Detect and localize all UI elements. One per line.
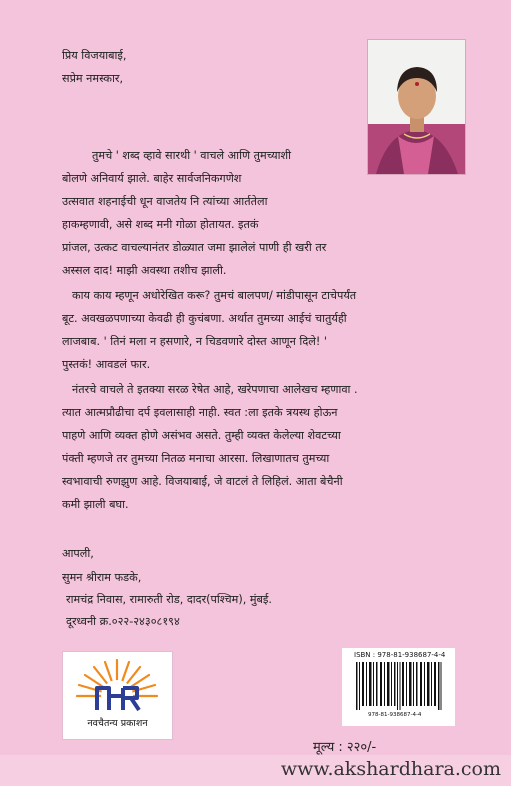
paragraph-line: स्वभावाची रुणझुण आहे. विजयाबाई, जे वाटलं ते लिहिलं. आता बेचैनी	[62, 475, 343, 488]
paragraph-line: नंतरचे वाचले ते इतक्या सरळ रेषेत आहे, खरेपणाचा आलेखच म्हणावा .	[72, 383, 358, 396]
paragraph-line: तुमचे ' शब्द व्हावे सारथी ' वाचले आणि तुमच्याशी	[92, 149, 292, 162]
paragraph-line: पुस्तकं! आवडलं फार.	[62, 358, 151, 371]
paragraph-line: लाजबाब. ' तिनं मला न हसणारे, न चिडवणारे दोस्त आणून दिले! '	[62, 335, 327, 348]
paragraph-line: पाहणे आणि व्यक्त होणे असंभव असते. तुम्ही व्यक्त केलेल्या शेवटच्या	[62, 429, 341, 442]
greeting: सप्रेम नमस्कार,	[62, 72, 124, 85]
paragraph-line: त्यात आत्मप्रौढीचा दर्प इवलासाही नाही. स्वत :ला इतके त्रयस्थ होऊन	[62, 406, 338, 419]
sender-address: रामचंद्र निवास, रामारुती रोड, दादर(पश्चिम), मुंबई.	[66, 593, 272, 606]
isbn-label: ISBN : 978-81-938687-4-4	[354, 651, 446, 659]
signature-name: सुमन श्रीराम फडके,	[62, 571, 142, 584]
paragraph-3	[62, 378, 482, 516]
paragraph-line: हाकम्हणावी, असे शब्द मनी गोळा होतायत. इतकं	[62, 218, 259, 231]
barcode-icon	[356, 662, 442, 710]
paragraph-line: काय काय म्हणून अधोरेखित करू? तुमचं बालपण/ मांडीपासून टाचेपर्यंत	[72, 289, 357, 302]
paragraph-line: उत्सवात शहनाईची धून वाजतेय नि त्यांच्या आर्ततेला	[62, 195, 268, 208]
paragraph-2	[62, 284, 482, 376]
paragraph-line: अस्सल दाद! माझी अवस्था तशीच झाली.	[62, 264, 227, 277]
sender-phone: दूरध्वनी क्र.०२२-२४३०८१९४	[66, 615, 180, 628]
closing: आपली,	[62, 547, 94, 560]
publisher-name: नवचैतन्य प्रकाशन	[87, 718, 148, 729]
salutation: प्रिय विजयाबाई,	[62, 49, 127, 62]
paragraph-line: पंक्ती म्हणजे तर तुमच्या नितळ मनाचा आरसा. लिखाणातच तुमच्या	[62, 452, 330, 465]
publisher-logo	[62, 651, 173, 740]
sun-logo-icon	[63, 652, 172, 716]
paragraph-line: प्रांजल, उत्कट वाचल्यानंतर डोळ्यात जमा झालेलं पाणी ही खरी तर	[62, 241, 327, 254]
isbn-barcode	[342, 648, 455, 726]
barcode-digits: 978-81-938687-4-4	[368, 712, 422, 718]
paragraph-line: कमी झाली बघा.	[62, 498, 129, 511]
price-label: मूल्य : २२०/-	[313, 740, 377, 755]
paragraph-1	[62, 144, 482, 282]
paragraph-line: बूट. अवखळपणाच्या केवढी ही कुचंबणा. अर्थात तुमच्या आईचं चातुर्यही	[62, 312, 347, 325]
paragraph-line: बोलणे अनिवार्य झाले. बाहेर सार्वजनिकगणेश	[62, 172, 242, 185]
website-watermark: www.akshardhara.com	[280, 758, 501, 780]
